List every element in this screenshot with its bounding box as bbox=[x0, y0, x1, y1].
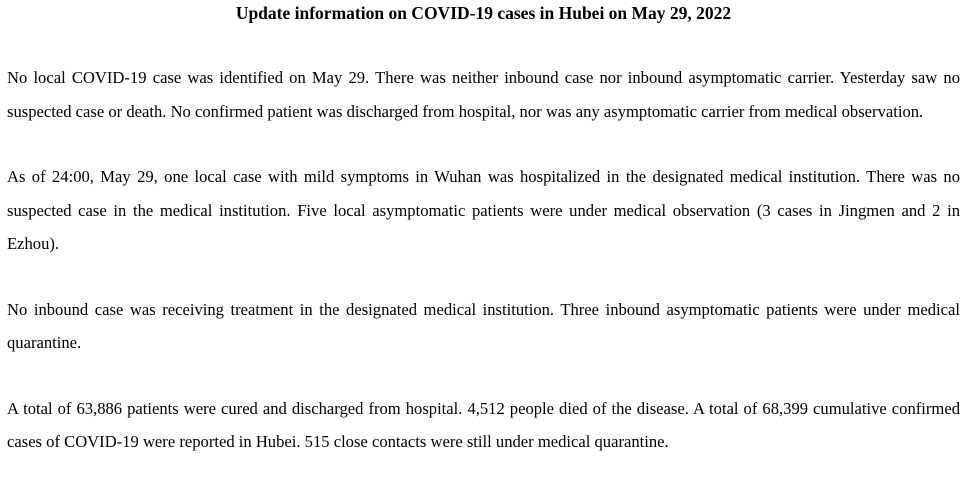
document-title: Update information on COVID-19 cases in Hubei on May 29, 2022 bbox=[235, 3, 732, 23]
paragraph-daily-summary: No local COVID-19 case was identified on May 29. There was neither inbound case nor inbound asymptomatic carrier. Yesterday saw no suspected case or death. No confirmed patient was discharged from hospital, nor was any asymptomatic carrier from medical observation. bbox=[7, 68, 960, 121]
paragraph-inbound-cases: No inbound case was receiving treatment in the designated medical institution. Three inbound asymptomatic patients were under medical quarantine. bbox=[7, 299, 960, 352]
document-body bbox=[7, 0, 960, 459]
paragraph-cumulative-totals: A total of 63,886 patients were cured and discharged from hospital. 4,512 people died of the disease. A total of 68,399 cumulative confirmed cases of COVID-19 were reported in Hubei. 515 close contacts were still under medical quarantine. bbox=[7, 398, 960, 451]
paragraph-local-cases: As of 24:00, May 29, one local case with mild symptoms in Wuhan was hospitalized in the designated medical institution. There was no suspected case in the medical institution. Five local asymptomatic patients were under medical observation (3 cases in Jingmen and 2 in Ezhou). bbox=[7, 167, 960, 253]
